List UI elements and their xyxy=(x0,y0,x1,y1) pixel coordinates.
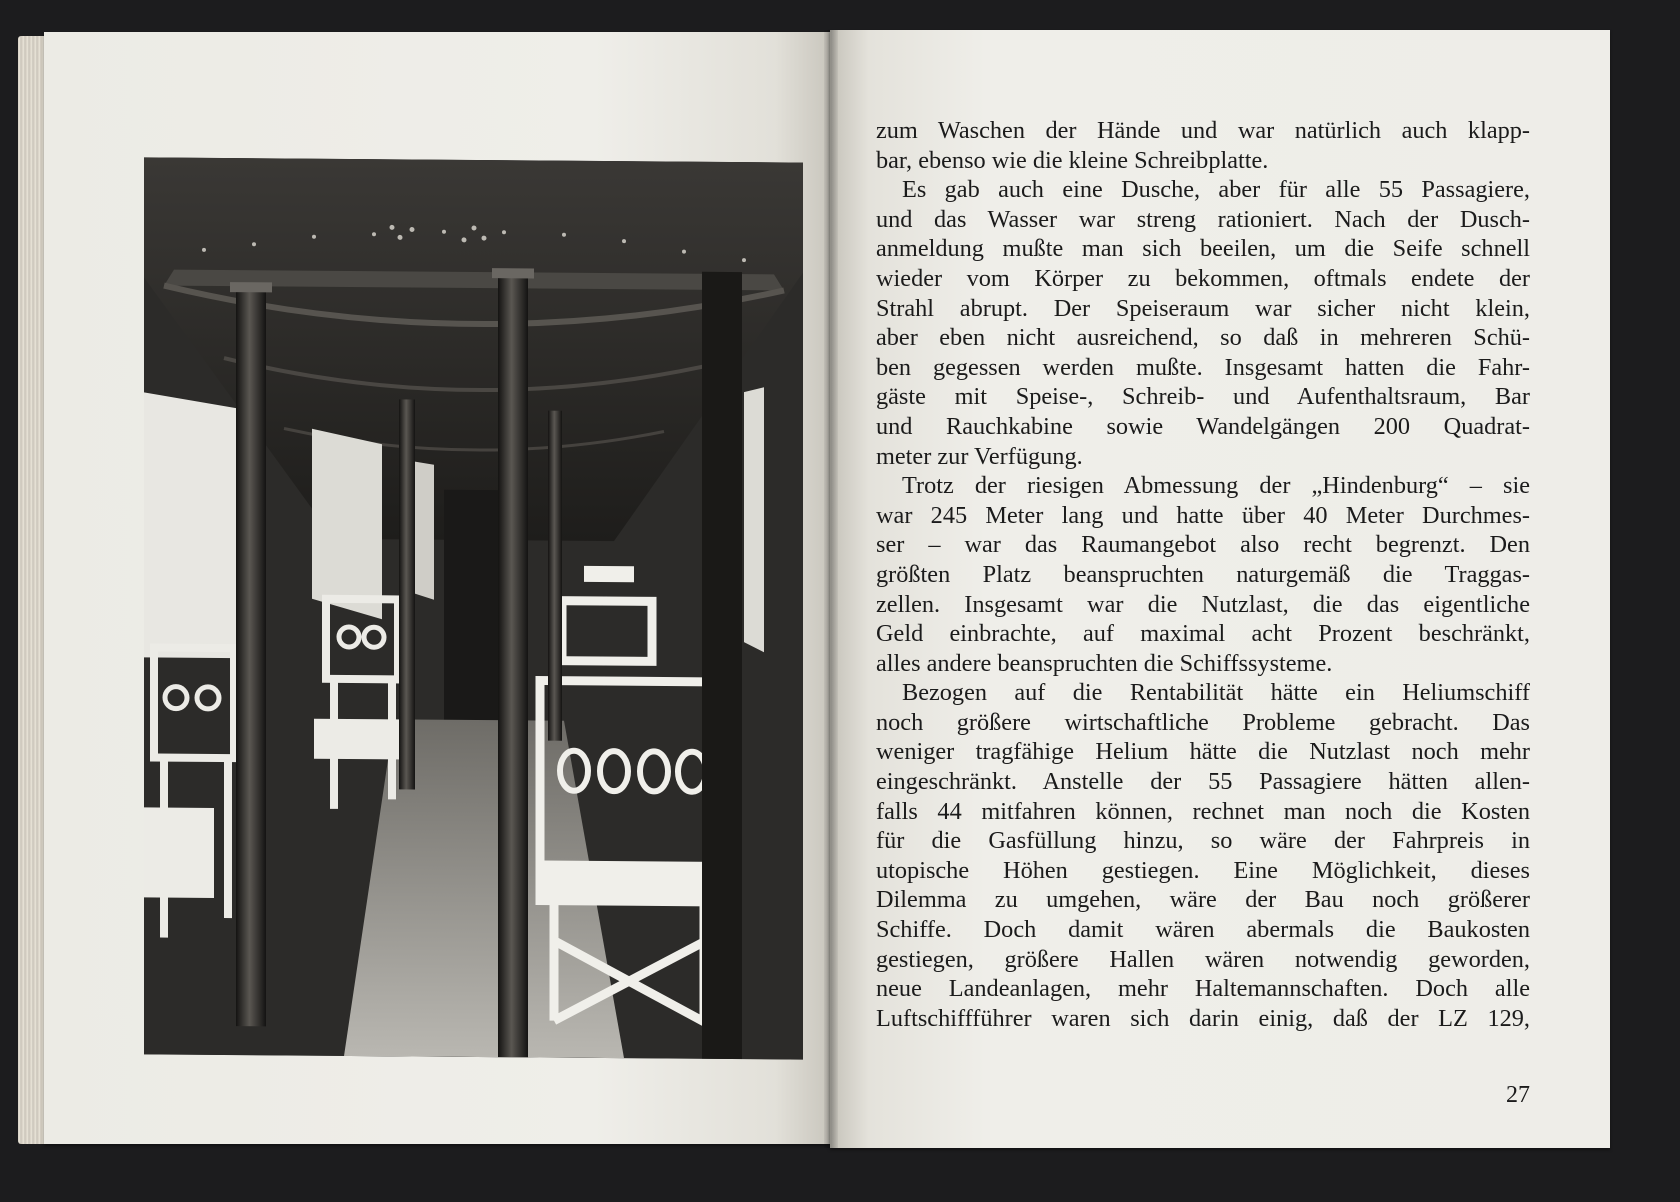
photo-drawing xyxy=(144,157,803,1059)
text-line: Strahl abrupt. Der Speiseraum war sicher nicht klein, xyxy=(876,294,1530,322)
text-line: Trotz der riesigen Abmessung der „Hindenburg“ – sie xyxy=(902,472,1530,500)
text-line: gäste mit Speise-, Schreib- und Aufenthaltsraum, Bar xyxy=(876,383,1530,411)
left-page xyxy=(44,32,830,1144)
text-line: war 245 Meter lang und hatte über 40 Meter Durchmes- xyxy=(876,501,1530,529)
text-line: meter zur Verfügung. xyxy=(876,442,1083,470)
text-line: größten Platz beanspruchten naturgemäß die Traggas- xyxy=(876,560,1530,588)
text-line: Bezogen auf die Rentabilität hätte ein Heliumschiff xyxy=(902,679,1530,707)
airship-promenade-photo xyxy=(144,157,803,1059)
text-line: eingeschränkt. Anstelle der 55 Passagiere hätten allen- xyxy=(876,768,1530,796)
text-line: neue Landeanlagen, mehr Haltemannschaften. Doch alle xyxy=(876,975,1530,1003)
text-line: falls 44 mitfahren können, rechnet man noch die Kosten xyxy=(876,797,1530,825)
text-line: ben gegessen werden mußte. Insgesamt hatten die Fahr- xyxy=(876,353,1530,381)
text-line: Geld einbrachte, auf maximal acht Prozent beschränkt, xyxy=(876,620,1530,648)
page-number: 27 xyxy=(1506,1082,1530,1108)
book-gutter xyxy=(824,30,838,1148)
text-line: ser – war das Raumangebot also recht begrenzt. Den xyxy=(876,531,1530,559)
text-line: und Rauchkabine sowie Wandelgängen 200 Quadrat- xyxy=(876,412,1530,440)
text-line: aber eben nicht ausreichend, so daß in mehreren Schü- xyxy=(876,324,1530,352)
text-line: anmeldung mußte man sich beeilen, um die Seife schnell xyxy=(876,235,1530,263)
text-line: weniger tragfähige Helium hätte die Nutzlast noch mehr xyxy=(876,738,1530,766)
text-line: Schiffe. Doch damit wären abermals die Baukosten xyxy=(876,916,1530,944)
text-line: und das Wasser war streng rationiert. Nach der Dusch- xyxy=(876,205,1530,233)
text-line: bar, ebenso wie die kleine Schreibplatte. xyxy=(876,146,1269,174)
text-line: alles andere beanspruchten die Schiffssysteme. xyxy=(876,649,1333,677)
text-line: noch größere wirtschaftliche Probleme gebracht. Das xyxy=(876,708,1530,736)
text-line: zellen. Insgesamt war die Nutzlast, die das eigentliche xyxy=(876,590,1530,618)
text-line: zum Waschen der Hände und war natürlich auch klapp- xyxy=(876,117,1530,144)
text-line: utopische Höhen gestiegen. Eine Möglichkeit, dieses xyxy=(876,856,1530,884)
text-line: Es gab auch eine Dusche, aber für alle 55 Passagiere, xyxy=(902,176,1530,204)
text-line: für die Gasfüllung hinzu, so wäre der Fahrpreis in xyxy=(876,827,1530,855)
text-line: Luftschiffführer waren sich darin einig, daß der LZ 129, xyxy=(876,1004,1530,1032)
body-text xyxy=(876,116,1530,1033)
text-line: Dilemma zu umgehen, wäre der Bau noch größerer xyxy=(876,886,1530,914)
text-line: gestiegen, größere Hallen wären notwendig geworden, xyxy=(876,945,1530,973)
text-line: wieder vom Körper zu bekommen, oftmals endete der xyxy=(876,264,1530,292)
